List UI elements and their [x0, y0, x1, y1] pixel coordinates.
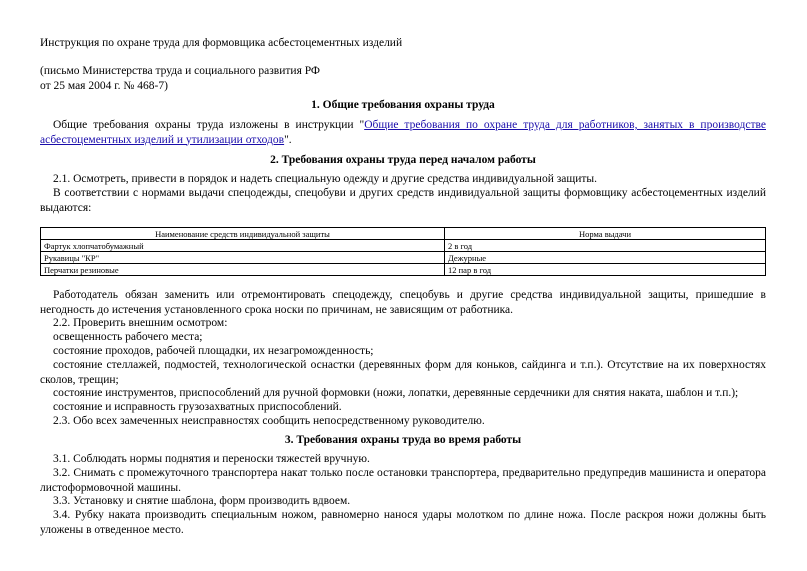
table-cell: Дежурные — [445, 252, 766, 264]
table-cell: Перчатки резиновые — [41, 264, 445, 276]
general-requirements-link[interactable]: Общие требования по охране труда для работников, занятых в производстве асбестоцементных изделий и утилизации отходов — [40, 119, 766, 146]
section-3-paragraph-4: 3.4. Рубку наката производить специальным ножом, равномерно нанося удары молотком по длине ножа. После раскроя ножи должны быть уложены в отведенное место. — [40, 509, 766, 536]
section-2-paragraph-9: состояние и исправность грузозахватных приспособлений. — [53, 401, 342, 413]
section-1-paragraph — [40, 118, 766, 147]
section-2-paragraph-3: Работодатель обязан заменить или отремонтировать спецодежду, спецобувь и другие средства индивидуальной защиты, пришедшие в негодность до истечения установленного срока носки по причинам, не зависящим от работника. — [40, 289, 766, 316]
section-2-paragraph-4: 2.2. Проверить внешним осмотром: — [53, 317, 228, 329]
section-1-heading: 1. Общие требования охраны труда — [311, 99, 495, 111]
section-3-paragraph-2: 3.2. Снимать с промежуточного транспортера накат только после остановки транспортера, предварительно предупредив машиниста и оператора листоформовочной машины. — [40, 467, 766, 494]
table-cell: 12 пар в год — [445, 264, 766, 276]
section-1-text-after: ". — [284, 133, 292, 146]
table-header-row — [41, 228, 766, 240]
section-3-paragraph-3: 3.3. Установку и снятие шаблона, форм производить вдвоем. — [53, 495, 351, 507]
section-2-paragraph-5: освещенность рабочего места; — [53, 331, 203, 343]
table-row — [41, 240, 766, 252]
section-3-heading: 3. Требования охраны труда во время работы — [284, 434, 522, 446]
section-2-heading: 2. Требования охраны труда перед началом работы — [270, 154, 536, 166]
table-header-cell: Норма выдачи — [445, 228, 766, 240]
section-2-paragraph-10: 2.3. Обо всех замеченных неисправностях сообщить непосредственному руководителю. — [53, 415, 485, 427]
table-cell: 2 в год — [445, 240, 766, 252]
section-3-paragraph-1: 3.1. Соблюдать нормы поднятия и переноски тяжестей вручную. — [53, 453, 370, 465]
table-row — [41, 252, 766, 264]
ppe-norms-table — [40, 227, 766, 276]
section-2-paragraph-8: состояние инструментов, приспособлений для ручной формовки (ножи, лопатки, деревянные сердечники для снятия наката, шаблон и т.п.); — [53, 387, 739, 399]
table-cell: Рукавицы "КР" — [41, 252, 445, 264]
table-cell: Фартук хлопчатобумажный — [41, 240, 445, 252]
section-1-text-before: Общие требования охраны труда изложены в инструкции " — [53, 119, 365, 131]
table-header-cell: Наименование средств индивидуальной защиты — [41, 228, 445, 240]
table-row — [41, 264, 766, 276]
section-2-paragraph-1: 2.1. Осмотреть, привести в порядок и надеть специальную одежду и другие средства индивидуальной защиты. — [53, 173, 598, 185]
letter-line-2: от 25 мая 2004 г. № 468-7) — [40, 79, 168, 92]
letter-line-1: (письмо Министерства труда и социального развития РФ — [40, 65, 321, 77]
section-2-paragraph-6: состояние проходов, рабочей площадки, их незагроможденность; — [53, 345, 374, 357]
document-title: Инструкция по охране труда для формовщика асбестоцементных изделий — [40, 37, 403, 49]
section-2-paragraph-2: В соответствии с нормами выдачи спецодежды, спецобуви и других средств индивидуальной защиты формовщику асбестоцементных изделий выдаются: — [40, 187, 766, 214]
section-2-paragraph-7: состояние стеллажей, подмостей, технологической оснастки (деревянных форм для коньков, сайдинга и т.п.). Отсутствие на их поверхностях сколов, трещин; — [40, 359, 766, 386]
letter-reference — [40, 64, 320, 93]
